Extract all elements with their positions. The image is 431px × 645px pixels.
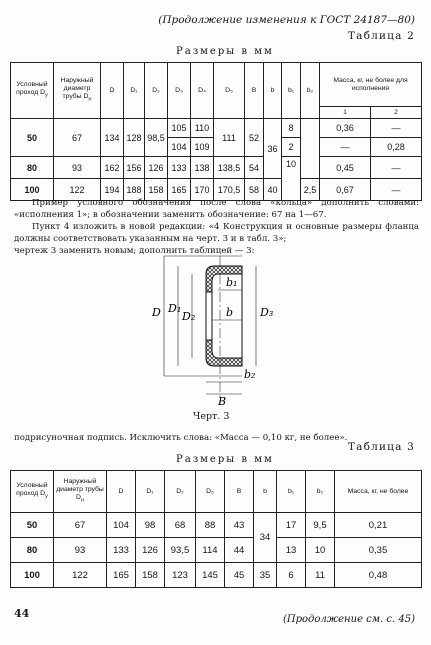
cell: 98 [136,513,165,538]
cell: 50 [11,119,54,157]
label-d2: D₂ [182,310,196,323]
cell: 134 [101,119,124,157]
cell: 100 [11,563,54,588]
label-d3: D₃ [260,306,274,319]
cell: 54 [245,157,264,179]
cell: 93 [54,538,107,563]
header-b1: b₁ [282,63,301,119]
cell: 45 [225,563,254,588]
label-d1: D₁ [168,302,182,315]
cell: 67 [54,513,107,538]
cell: 123 [165,563,196,588]
cell: 104 [107,513,136,538]
cell: 9,5 [306,513,335,538]
paragraph-drawing: чертеж 3 заменить новым; дополнить таблицей — 3: [14,246,255,256]
table-row [11,119,422,138]
cell: 188 [124,179,145,201]
cell: 122 [54,563,107,588]
cell: 165 [107,563,136,588]
header-b: b [254,471,277,513]
label-b1: b₁ [226,276,238,289]
table3-title: Размеры в мм [176,454,274,465]
header-d: D [107,471,136,513]
cell: 0,28 [370,138,421,157]
header-d1: D₁ [136,471,165,513]
cell: 6 [277,563,306,588]
cell: 58 [245,179,264,201]
header-b2: b₂ [301,63,320,119]
cell: 138,5 [214,157,245,179]
table-3 [10,470,422,588]
cell: 162 [101,157,124,179]
cell: 105 [168,119,191,138]
paragraph-caption-note: подрисуночная подпись. Исключить слова: «Масса — 0,10 кг, не более». [14,433,348,443]
cell: — [370,119,421,138]
cell: 133 [168,157,191,179]
paragraph-clause4: Пункт 4 изложить в новой редакции: «4 Конструкция и основные размеры фланца должны соответствовать указанным на черт. 3 и в табл. 3»; [14,222,419,244]
cell [301,119,320,157]
cell: 11 [306,563,335,588]
cell: 0,36 [320,119,371,138]
cell: 93,5 [165,538,196,563]
cell: 114 [196,538,225,563]
cell: 68 [165,513,196,538]
paragraph-example: Пример условного обозначения после слова «кольца» дополнить словами: «исполнения 1»; в обозначении заменить обозначение: 67 на 1—67. [14,198,419,220]
header-b1: b₁ [277,471,306,513]
cell: 88 [196,513,225,538]
table-row [11,563,422,588]
header-dy: Условный проход $D_у$ [11,471,54,513]
cell: 80 [11,157,54,179]
cell: 194 [101,179,124,201]
cell: 80 [11,538,54,563]
header-dy: Условный проход $D_у$ [11,63,54,119]
cell: 170,5 [214,179,245,201]
cell: 2 [282,138,301,157]
label-b2: b₂ [244,368,256,381]
cell: — [370,157,421,179]
cell: 2,5 [301,179,320,201]
cell: 122 [54,179,101,201]
continuation-header: (Продолжение изменения к ГОСТ 24187—80) [158,14,415,26]
header-b: b [264,63,282,119]
label-bcap: B [218,395,227,408]
cell: — [320,138,371,157]
ring-drawing [130,252,290,410]
cell: 109 [191,138,214,157]
header-d5: D₅ [214,63,245,119]
cell: 36 [264,119,282,179]
cell: 67 [54,119,101,157]
table2-number: Таблица 2 [347,30,415,42]
header-mass: Масса, кг, не более для исполнения [320,63,422,107]
cell: 50 [11,513,54,538]
cell: 43 [225,513,254,538]
cell: 145 [196,563,225,588]
cell: 126 [136,538,165,563]
drawing-caption: Черт. 3 [193,411,230,422]
table-2 [10,62,422,201]
cell [301,157,320,179]
table3-number: Таблица 3 [347,441,415,453]
cell: 104 [168,138,191,157]
table-row [11,157,422,179]
cell: 0,45 [320,157,371,179]
table-row [11,538,422,563]
header-d2: D₂ [165,471,196,513]
cell: 170 [191,179,214,201]
cell: 158 [136,563,165,588]
label-d: D [152,306,161,319]
header-d2: D₂ [145,63,168,119]
header-dn: Наружный диаметр трубы $D_н$ [54,471,107,513]
cell: 98,5 [145,119,168,157]
label-b: b [226,306,234,319]
cell: 156 [124,157,145,179]
cell: 44 [225,538,254,563]
page-number: 44 [14,607,30,620]
cell: 110 [191,119,214,138]
cell: 165 [168,179,191,201]
header-d5: D₅ [196,471,225,513]
cell: 0,21 [335,513,422,538]
header-bcap: B [245,63,264,119]
cell: 111 [214,119,245,157]
cell: 93 [54,157,101,179]
cell: — [370,179,421,201]
cell: 35 [254,563,277,588]
ring-section-bottom [206,340,242,366]
cell: 138 [191,157,214,179]
cell: 34 [254,513,277,563]
cell: 0,67 [320,179,371,201]
cell: 158 [145,179,168,201]
cell: 10 [306,538,335,563]
header-d1: D₁ [124,63,145,119]
continuation-footer: (Продолжение см. с. 45) [282,614,415,625]
cell: 100 [11,179,54,201]
header-mass: Масса, кг, не более [335,471,422,513]
cell: 133 [107,538,136,563]
cell: 52 [245,119,264,157]
cell: 13 [277,538,306,563]
header-d: D [101,63,124,119]
cell: 128 [124,119,145,157]
header-dn: Наружный диаметр трубы $D_н$ [54,63,101,119]
header-exec1: 1 [320,107,371,119]
header-d4: D₄ [191,63,214,119]
cell: 8 [282,119,301,138]
cell: 0,35 [335,538,422,563]
cell: 126 [145,157,168,179]
header-bcap: B [225,471,254,513]
table2-title: Размеры в мм [176,46,274,57]
header-b2: b₂ [306,471,335,513]
cell: 0,48 [335,563,422,588]
cell: 17 [277,513,306,538]
header-exec2: 2 [370,107,421,119]
table-row [11,513,422,538]
cell: 40 [264,179,282,201]
header-d3: D₃ [168,63,191,119]
cell: 10 [282,157,301,201]
